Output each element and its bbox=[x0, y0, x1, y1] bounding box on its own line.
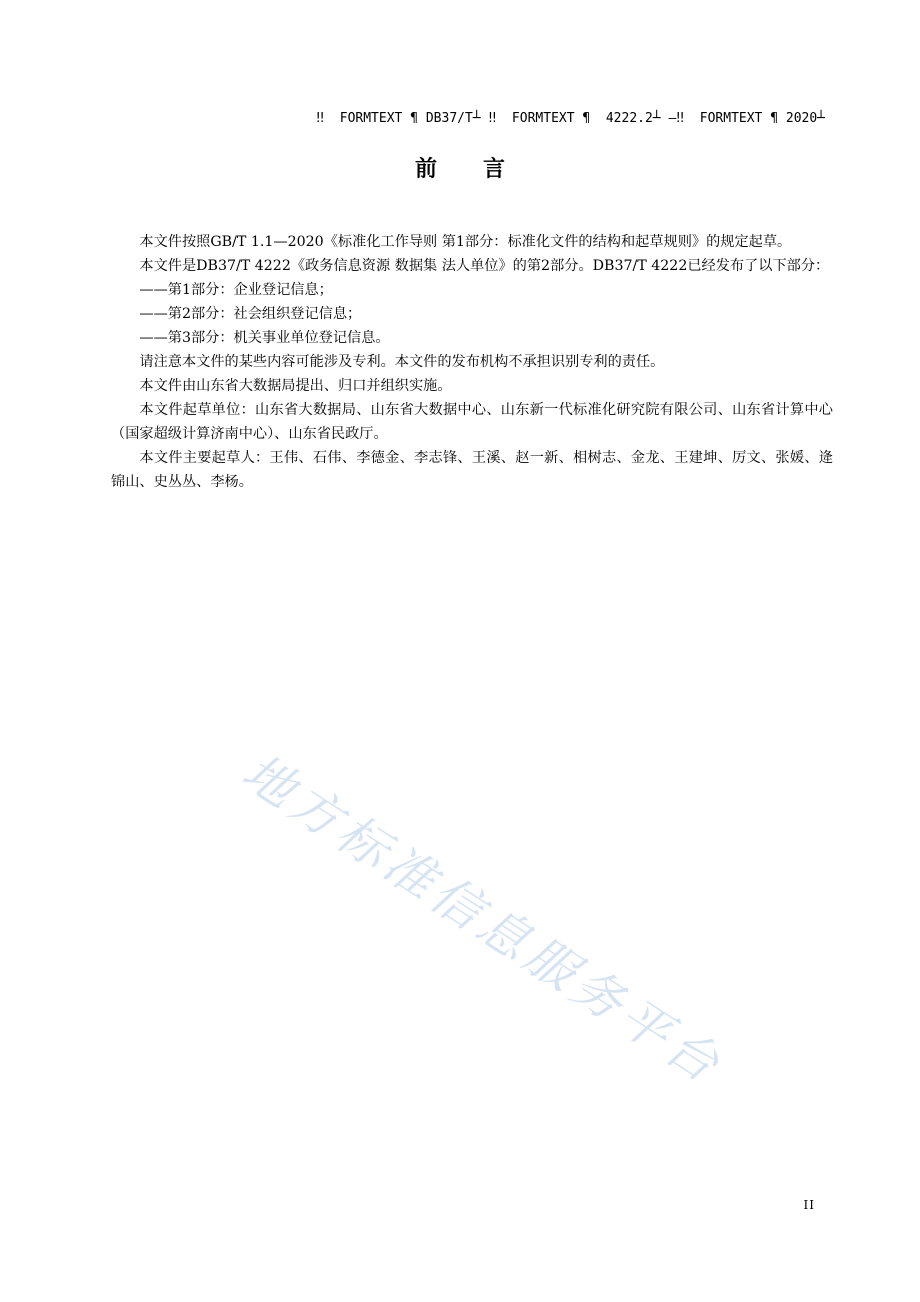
paragraph-patent-notice: 请注意本文件的某些内容可能涉及专利。本文件的发布机构不承担识别专利的责任。 bbox=[139, 354, 665, 370]
list-item-part2: ——第2部分：社会组织登记信息； bbox=[139, 306, 362, 322]
watermark: 地方标准信息服务平台 bbox=[232, 742, 734, 1097]
page-title: 前言 bbox=[414, 157, 551, 182]
document-code-header: ‼ FORMTEXT ¶ DB37/T┴ ‼ FORMTEXT ¶ 4222.2┴ —‼ FORMTEXT ¶ 2020┴ bbox=[316, 111, 825, 126]
paragraph-proposer: 本文件由山东省大数据局提出、归口并组织实施。 bbox=[139, 378, 452, 394]
foreword-body bbox=[111, 230, 833, 494]
page-number: II bbox=[803, 1198, 815, 1212]
paragraph-series-intro: 本文件是DB37/T 4222《政务信息资源 数据集 法人单位》的第2部分。DB37/T 4222已经发布了以下部分： bbox=[139, 258, 830, 274]
paragraph-drafting-basis: 本文件按照GB/T 1.1—2020《标准化工作导则 第1部分：标准化文件的结构和起草规则》的规定起草。 bbox=[139, 234, 792, 250]
paragraph-drafters: 本文件主要起草人：王伟、石伟、李德金、李志锋、王溪、赵一新、相树志、金龙、王建坤、厉文、张媛、逄锦山、史丛丛、李杨。 bbox=[111, 450, 833, 490]
list-item-part3: ——第3部分：机关事业单位登记信息。 bbox=[139, 330, 390, 346]
paragraph-drafting-units: 本文件起草单位：山东省大数据局、山东省大数据中心、山东新一代标准化研究院有限公司、山东省计算中心（国家超级计算济南中心）、山东省民政厅。 bbox=[111, 402, 833, 442]
list-item-part1: ——第1部分：企业登记信息； bbox=[139, 282, 333, 298]
